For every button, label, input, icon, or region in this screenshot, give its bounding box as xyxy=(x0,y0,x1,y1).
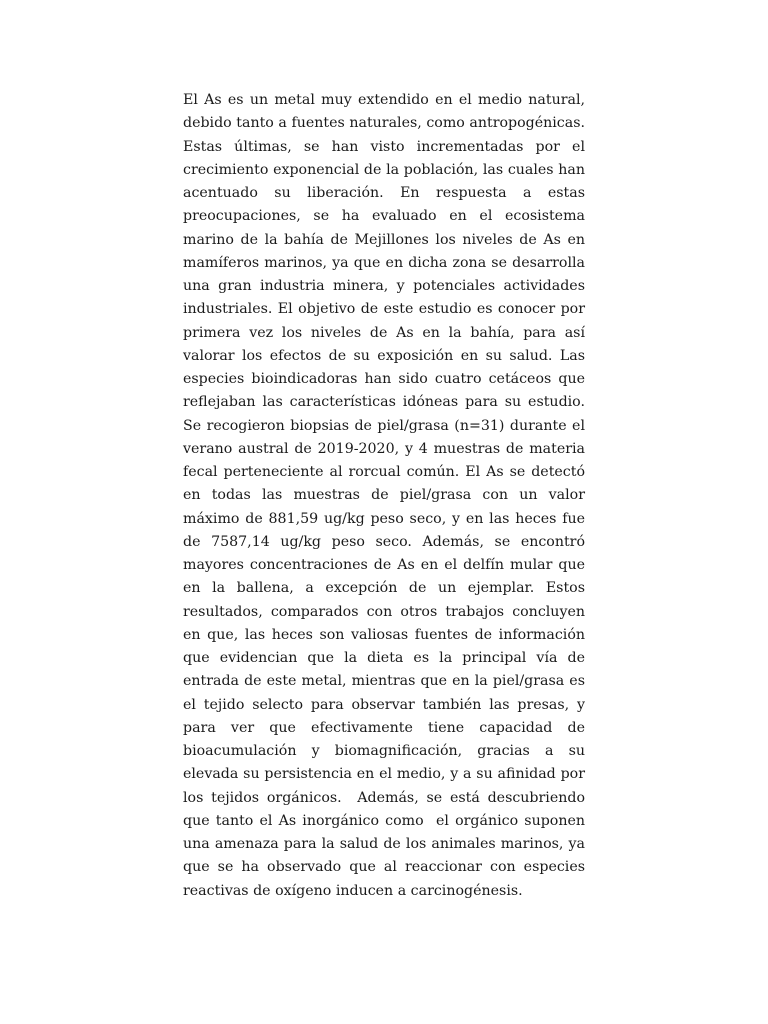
abstract-paragraph: El As es un metal muy extendido en el medio natural, debido tanto a fuentes naturales, como antropogénicas. Estas últimas, se han visto incrementadas por el crecimiento exponencial de la población, las cuales han acentuado su liberación. En respuesta a estas preocupaciones, se ha evaluado en el ecosistema marino de la bahía de Mejillones los niveles de As en mamíferos marinos, ya que en dicha zona se desarrolla una gran industria minera, y potenciales actividades industriales. El objetivo de este estudio es conocer por primera vez los niveles de As en la bahía, para así valorar los efectos de su exposición en su salud. Las especies bioindicadoras han sido cuatro cetáceos que reflejaban las características idóneas para su estudio. Se recogieron biopsias de piel/grasa (n=31) durante el verano austral de 2019-2020, y 4 muestras de materia fecal perteneciente al rorcual común. El As se detectó en todas las muestras de piel/grasa con un valor máximo de 881,59 ug/kg peso seco, y en las heces fue de 7587,14 ug/kg peso seco. Además, se encontró mayores concentraciones de As en el delfín mular que en la ballena, a excepción de un ejemplar. Estos resultados, comparados con otros trabajos concluyen en que, las heces son valiosas fuentes de información que evidencian que la dieta es la principal vía de entrada de este metal, mientras que en la piel/grasa es el tejido selecto para observar también las presas, y para ver que efectivamente tiene capacidad de bioacumulación y biomagnificación, gracias a su elevada su persistencia en el medio, y a su afinidad por los tejidos orgánicos. Además, se está descubriendo que tanto el As inorgánico como el orgánico suponen una amenaza para la salud de los animales marinos, ya que se ha observado que al reaccionar con especies reactivas de oxígeno inducen a carcinogénesis. xyxy=(183,92,590,899)
